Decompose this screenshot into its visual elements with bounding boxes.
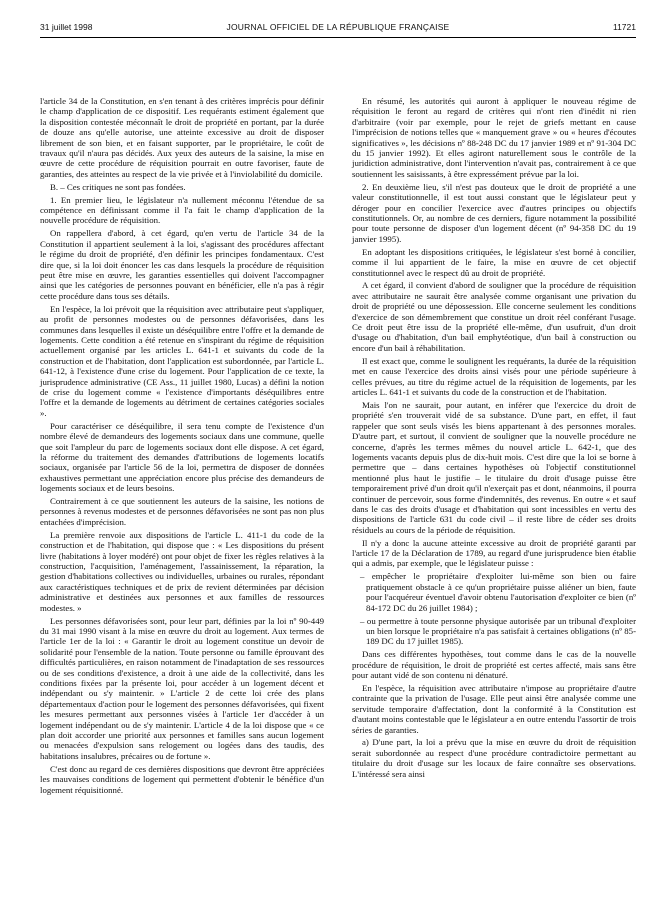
page-header [40, 22, 636, 36]
list-item: – ou permettre à toute personne physique autorisée par un tribunal d'exploiter un bien lorsque le propriétaire n'a pas satisfait à certaines obligations (nº 85-189 DC du 17 juillet 1985). [360, 615, 636, 647]
header-journal-title: JOURNAL OFFICIEL DE LA RÉPUBLIQUE FRANÇAISE [226, 22, 450, 32]
paragraph: Il n'y a donc la aucune atteinte excessive au droit de propriété garanti par l'article 17 de la Déclaration de 1789, au regard d'une jurisprudence bien établie qui a admis, par exemple, que le législateur puisse : [352, 537, 636, 569]
paragraph: 1. En premier lieu, le législateur n'a nullement méconnu l'étendue de sa compétence en définissant comme il l'a fait le champ d'application de la nouvelle procédure de réquisition. [40, 194, 324, 226]
paragraph: a) D'une part, la loi a prévu que la mise en œuvre du droit de réquisition serait subordonnée au respect d'une procédure contradictoire permettant au titulaire du droit d'usage sur les locaux de faire connaître ses observations. L'intéressé sera ainsi [352, 737, 636, 779]
paragraph: En l'espèce, la loi prévoit que la réquisition avec attributaire peut s'appliquer, au profit de personnes modestes ou de personnes défavorisées, dans les communes dans lesquelles il existe un déséquilibre entre l'offre et la demande de logements. Cette condition a été retenue en s'inspirant du régime de réquisition actuellement organisé par les articles L. 641-1 et suivants du code de la construction et de l'habitation, dont l'application est subordonnée, par l'article L. 641-12, à l'existence d'une crise du logement. Pour l'application de ce texte, la jurisprudence administrative (CE Ass., 11 juillet 1980, Lucas) a défini la notion de crise du logement comme « l'existence d'importants déséquilibres entre l'offre et la demande de logements au détriment de certaines catégories sociales ». [40, 303, 324, 418]
paragraph: En adoptant les dispositions critiquées, le législateur s'est borné à concilier, comme il lui appartient de le faire, la mise en œuvre de cet objectif constitutionnel avec le respect dû au droit de propriété. [352, 246, 636, 278]
paragraph: B. – Ces critiques ne sont pas fondées. [50, 181, 186, 192]
header-rule [40, 37, 636, 38]
paragraph: Contrairement à ce que soutiennent les auteurs de la saisine, les notions de personnes à revenus modestes et de personnes défavorisées ne sont pas non plus entachées d'imprécision. [40, 496, 324, 527]
paragraph: En l'espèce, la réquisition avec attributaire n'impose au propriétaire d'autre contrainte que la privation de l'usage. Elle peut ainsi être analysée comme une servitude temporaire d'affectation, dont la conformité à la Constitution est d'autant moins contestable que le législateur a en outre entendu l'assortir de trois séries de garanties. [352, 682, 636, 735]
header-date: 31 juillet 1998 [40, 22, 93, 32]
paragraph: Pour caractériser ce déséquilibre, il sera tenu compte de l'existence d'un nombre élevé de demandeurs des logements sociaux dans une commune, quelle que soit l'ampleur du parc de logements sociaux dont elle dispose. A cet égard, la réforme du traitement des demandes d'attributions de logements locatifs sociaux, organisée par l'article 56 de la loi, permettra de disposer de données exhaustives permettant une appréciation encore plus précise des demandeurs de logements sociaux et de leurs besoins. [40, 420, 324, 494]
right-column [352, 96, 636, 782]
list-item: – empêcher le propriétaire d'exploiter lui-même son bien ou faire pratiquement obstacle à ce qu'un propriétaire puisse aliéner un bien, faute pour l'acquéreur éventuel d'avoir obtenu l'autorisation d'exploiter ce bien (nº 84-172 DC du 26 juillet 1984) ; [360, 571, 636, 613]
paragraph: A cet égard, il convient d'abord de souligner que la procédure de réquisition avec attributaire ne saurait être analysée comme organisant une privation du droit de propriété ou une dépossession. Elle concerne seulement les conditions d'exercice de son démembrement que constitue un droit réel conférant l'usage. Ce droit peut être issu de la propriété elle-même, d'un usufruit, d'un droit d'usage ou d'habitation, d'un bail emphytéotique, d'un bail à construction ou encore d'un bail à réhabilitation. [352, 280, 636, 353]
paragraph: En résumé, les autorités qui auront à appliquer le nouveau régime de réquisition le feront au regard de critères qui n'ont rien d'inédit ni rien d'arbitraire (voir par exemple, pour le rejet de griefs mettant en cause l'imprécision de notions telles que « manquement grave » ou « heures d'écoutes significatives », les décisions nº 88-248 DC du 17 janvier 1989 et nº 91-304 DC du 15 janvier 1992). Et elles agiront naturellement sous le contrôle de la juridiction administrative, dont l'intervention n'avait pas, contrairement à ce que soutiennent les saisissants, à être expressément prévue par la loi. [352, 96, 636, 179]
paragraph: Les personnes défavorisées sont, pour leur part, définies par la loi nº 90-449 du 31 mai 1990 visant à la mise en œuvre du droit au logement. Aux termes de l'article 1er de la loi : « Garantir le droit au logement constitue un devoir de solidarité pour l'ensemble de la nation. Toute personne ou famille éprouvant des difficultés particulières, en raison notamment de l'inadaptation de ses ressources ou de ses conditions d'existence, a droit à une aide de la collectivité, dans les conditions fixées par la présente loi, pour accéder à un logement décent et indépendant ou s'y maintenir. » L'article 2 de cette loi crée des plans départementaux d'action pour le logement des personnes défavorisées, qui fixent les mesures permettant aux personnes visées à l'article 1er d'accéder à un logement indépendant ou de s'y maintenir. L'article 4 de la loi dispose que « ce plan doit accorder une priorité aux personnes et familles sans aucun logement ou menacées d'expulsion sans relogement ou logées dans des taudis, des habitations insalubres, précaires ou de fortune ». [40, 615, 324, 761]
header-page-number: 11721 [612, 22, 636, 32]
paragraph: Mais l'on ne saurait, pour autant, en inférer que l'exercice du droit de propriété s'en trouverait vidé de sa substance. D'une part, en effet, il faut rappeler que sont seuls visés les biens appartenant à des personnes morales. D'autre part, et surtout, il convient de souligner que la nouvelle procédure ne concerne, d'après les termes mêmes du nouvel article L. 642-1, que des logements vacants depuis plus de dix-huit mois. C'est dire que la loi se borne à permettre que – dans certaines hypothèses où l'objectif constitutionnel mentionné plus haut le justifie – le titulaire du droit d'usage puisse être temporairement privé d'un droit qu'il n'exerçait pas et dont, néanmoins, il pourra continuer de percevoir, sous forme d'indemnités, des revenus. En outre « et sauf dans le cas des droits d'usage et d'habitation qui sont incessibles en vertu des dispositions de l'article 631 du code civil – il reste libre de céder ses droits résiduels au cours de la période de réquisition. [352, 399, 636, 535]
paragraph: On rappellera d'abord, à cet égard, qu'en vertu de l'article 34 de la Constitution il appartient seulement à la loi, s'agissant des procédures affectant le régime du droit de propriété, d'en définir les principes fondamentaux. C'est dire que, si la loi doit énoncer les cas dans lesquels la procédure de réquisition peut être mise en œuvre, les garanties essentielles qui doivent l'accompagner ainsi que les catégories de personnes pouvant en bénéficier, elle n'a pas à régir cette procédure dans tous ses détails. [40, 228, 324, 301]
paragraph: La première renvoie aux dispositions de l'article L. 411-1 du code de la construction et de l'habitation, qui dispose que : « Les dispositions du présent livre (habitations à loyer modéré) ont pour objet de fixer les règles relatives à la construction, l'acquisition, l'aménagement, l'assainissement, la réparation, la gestion d'habitations collectives ou individuelles, urbaines ou rurales, répondant aux caractéristiques techniques et de prix de revient déterminées par décision administrative et destinées aux personnes et aux familles de ressources modestes. » [40, 529, 324, 613]
left-column [40, 96, 324, 797]
paragraph: Il est exact que, comme le soulignent les requérants, la durée de la réquisition met en cause l'exercice des droits ainsi visés pour une période supérieure à celles prévues, au titre du régime actuel de la réquisition de logements, par les articles L. 641-1 et suivants du code de la construction et de l'habitation. [352, 355, 636, 397]
paragraph: Dans ces différentes hypothèses, tout comme dans le cas de la nouvelle procédure de réquisition, le droit de propriété est certes affecté, mais sans être pour autant vidé de son contenu ni dénaturé. [352, 649, 636, 681]
paragraph: 2. En deuxième lieu, s'il n'est pas douteux que le droit de propriété a une valeur constitutionnelle, il est tout aussi constant que le législateur peut y déroger pour en concilier l'exercice avec d'autres principes ou objectifs constitutionnels. Or, au nombre de ces derniers, figure notamment la possibilité pour toute personne de disposer d'un logement décent (nº 94-358 DC du 19 janvier 1995). [352, 181, 636, 244]
paragraph: C'est donc au regard de ces dernières dispositions que devront être appréciées les mauvaises conditions de logement qui permettent d'obtenir le bénéfice d'un logement réquisitionné. [40, 763, 324, 795]
paragraph: l'article 34 de la Constitution, en s'en tenant à des critères imprécis pour définir le champ d'application de ce dispositif. Les requérants estiment également que la disposition contestée méconnaît le droit de propriété en portant, par la durée de douze ans qu'elle autorise, une atteinte excessive au droit de disposer librement de son bien, et en faisant supporter, par le propriétaire, le coût de travaux qu'il n'aura pas décidés. Aux yeux des auteurs de la saisine, la mise en œuvre de cette procédure de réquisition pourrait en outre favoriser, faute de garanties, des atteintes au respect de la vie privée et à l'inviolabilité du domicile. [40, 96, 324, 179]
